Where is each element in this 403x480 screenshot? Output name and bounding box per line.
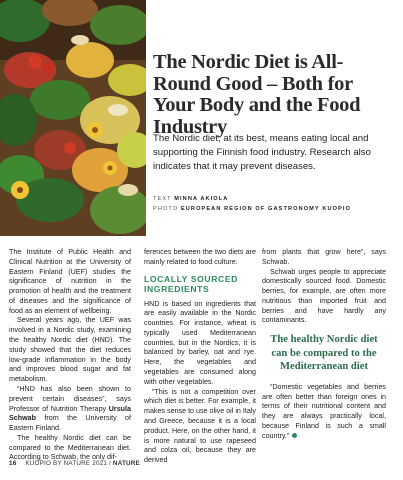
article-lead: The Nordic diet, at its best, means eating local and supporting the Finnish food industry. Research also indicates that it may prevent diseases. [153,133,371,172]
paragraph: The healthy Nordic diet can be compared to the Mediterranean diet. According to Schwab, the only dif- [9,433,131,462]
body-column-3 [262,248,386,441]
pull-quote: The healthy Nordic diet can be compared to the Mediterranean diet [270,334,378,373]
paragraph: HND is based on ingredients that are easily available in the Nordic countries. For instance, wheat is typically used Mediterranean countries, but in the Nordics, it is balanced by barley, oat and rye. Here, the vegetables and vegetables are consumed along with other vegetables. [144,299,256,386]
paragraph: ferences between the two diets are mainly related to food culture. [144,248,256,266]
photographer-name: EUROPEAN REGION OF GASTRONOMY KUOPIO [180,206,351,212]
paragraph: The Institute of Public Health and Clinical Nutrition at the University of Eastern Finland (UEF) studies the significance of nutrition in the promotion of health and the treatment of diseases and the significance of food as an element of wellbeing. [9,248,131,315]
section-name: NATURE [112,460,140,467]
section-subheading: LOCALLY SOURCED INGREDIENTS [144,273,238,295]
vegetables-illustration [0,0,146,236]
paragraph: from plants that grow here”, says Schwab. [262,248,386,266]
credits [153,194,351,214]
text-credit: TEXT MINNA AKIOLA [153,196,229,202]
food-photo [0,0,146,236]
end-mark-icon [292,433,297,438]
paragraph: Several years ago, the UEF was involved in a Nordic study, examining the healthy Nordic diet (HND). The study showed that the diet reduces low-grade inflammation in the body and improves blood sugar and fat metabolism. [9,316,131,384]
photo-credit: PHOTO EUROPEAN REGION OF GASTRONOMY KUOPIO [153,206,351,212]
paragraph: “HND has also been shown to prevent certain diseases”, says Professor of Nutrition Therapy Ursula Schwab from the University of Eastern Finland. [9,384,131,433]
author-name: MINNA AKIOLA [174,196,229,202]
page-number: 16 [9,460,17,467]
person-name: Ursula Schwab [9,404,131,423]
body-column-1 [9,248,131,463]
paragraph: “Domestic vegetables and berries are often better than foreign ones in terms of their nutritional content and they are always practically local, because Finland is such a small country.” [262,382,386,440]
body-column-2 [144,248,256,466]
paragraph: “This is not a competition over which diet is better. For example, it makes sense to use olive oil in Italy and Greece, because it is a local product. Here, on the other hand, it is more natural to use rapeseed and colza oil, because they are derived [144,387,256,465]
publication-name: KUOPIO BY NATURE 2021 / [25,460,113,467]
paragraph: Schwab urges people to appreciate domestically sourced food. Domestic berries, for example, are often more nutritious than imported fruit and berries and have hardly any contaminants. [262,267,386,325]
page-footer [9,460,140,467]
article-title: The Nordic Diet is All-Round Good – Both for Your Body and the Food Industry [153,51,361,138]
